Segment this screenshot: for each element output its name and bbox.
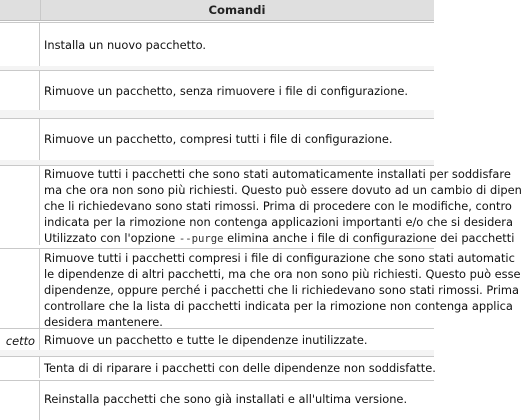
description-line: Utilizzato con l'opzione --purge elimina anche i file di configurazione dei pacchetti — [44, 231, 515, 245]
header-title: Comandi — [208, 3, 266, 17]
description-cell — [40, 381, 434, 420]
command-cell — [0, 23, 40, 66]
description-cell — [40, 119, 434, 160]
description-line: Reinstalla pacchetti che sono già installati e all'ultima versione. — [44, 392, 408, 406]
description-line: desidera mantenere. — [44, 315, 163, 329]
command-cell — [0, 381, 40, 420]
command-name — [35, 125, 39, 130]
command-cell — [0, 119, 40, 160]
description-line: che li richiedevano sono stati rimossi. Prima di procedere con le modifiche, contro — [44, 199, 512, 213]
description-line: Rimuove un pacchetto, senza rimuovere i file di configurazione. — [44, 84, 409, 98]
table-row — [0, 70, 434, 110]
table-row — [0, 380, 434, 420]
description-line: Rimuove un pacchetto e tutte le dipendenze inutilizzate. — [44, 333, 368, 347]
description-line: le dipendenze di altri pacchetti, ma che ora non sono più richiesti. Questo può esse — [44, 267, 521, 281]
description-cell — [40, 23, 434, 66]
description-line: ma che ora non sono più richiesti. Questo può essere dovuto ad un cambio di dipen — [44, 183, 522, 197]
command-name — [35, 255, 39, 260]
command-name — [35, 172, 39, 177]
command-name — [35, 363, 39, 368]
description-line: Installa un nuovo pacchetto. — [44, 38, 206, 52]
description-cell — [40, 71, 434, 110]
table-row — [0, 248, 521, 329]
command-name — [35, 387, 39, 392]
description-line: Tenta di di riparare i pacchetti con delle dipendenze non soddisfatte. — [44, 361, 436, 375]
table-row — [0, 328, 434, 350]
command-name — [35, 29, 39, 34]
description-cell — [40, 166, 522, 245]
description-line: Rimuove un pacchetto, compresi tutti i file di configurazione. — [44, 132, 393, 146]
command-cell — [0, 166, 40, 245]
description-line: Rimuove tutti i pacchetti compresi i file di configurazione che sono stati automatic — [44, 251, 515, 265]
command-cell — [0, 249, 40, 328]
table-row — [0, 118, 434, 160]
command-name: cetto — [5, 334, 35, 348]
table-row — [0, 22, 434, 66]
description-line: controllare che la lista di pacchetti indicata per la rimozione non contenga applica — [44, 299, 513, 313]
description-cell — [40, 357, 434, 378]
table-row — [0, 165, 522, 245]
description-cell — [40, 329, 434, 350]
description-line: indicata per la rimozione non contenga applicazioni importanti e/o che si desidera — [44, 215, 513, 229]
command-cell — [0, 357, 40, 378]
command-cell — [0, 71, 40, 110]
command-name — [35, 77, 39, 82]
table-header — [0, 0, 434, 21]
description-line: dipendenze, oppure perché i pacchetti che li richiedevano sono stati rimossi. Prima — [44, 283, 519, 297]
command-cell — [0, 329, 40, 350]
description-line: Rimuove tutti i pacchetti che sono stati automaticamente installati per soddisfare — [44, 167, 511, 181]
table-row — [0, 356, 434, 378]
description-cell — [40, 249, 521, 329]
